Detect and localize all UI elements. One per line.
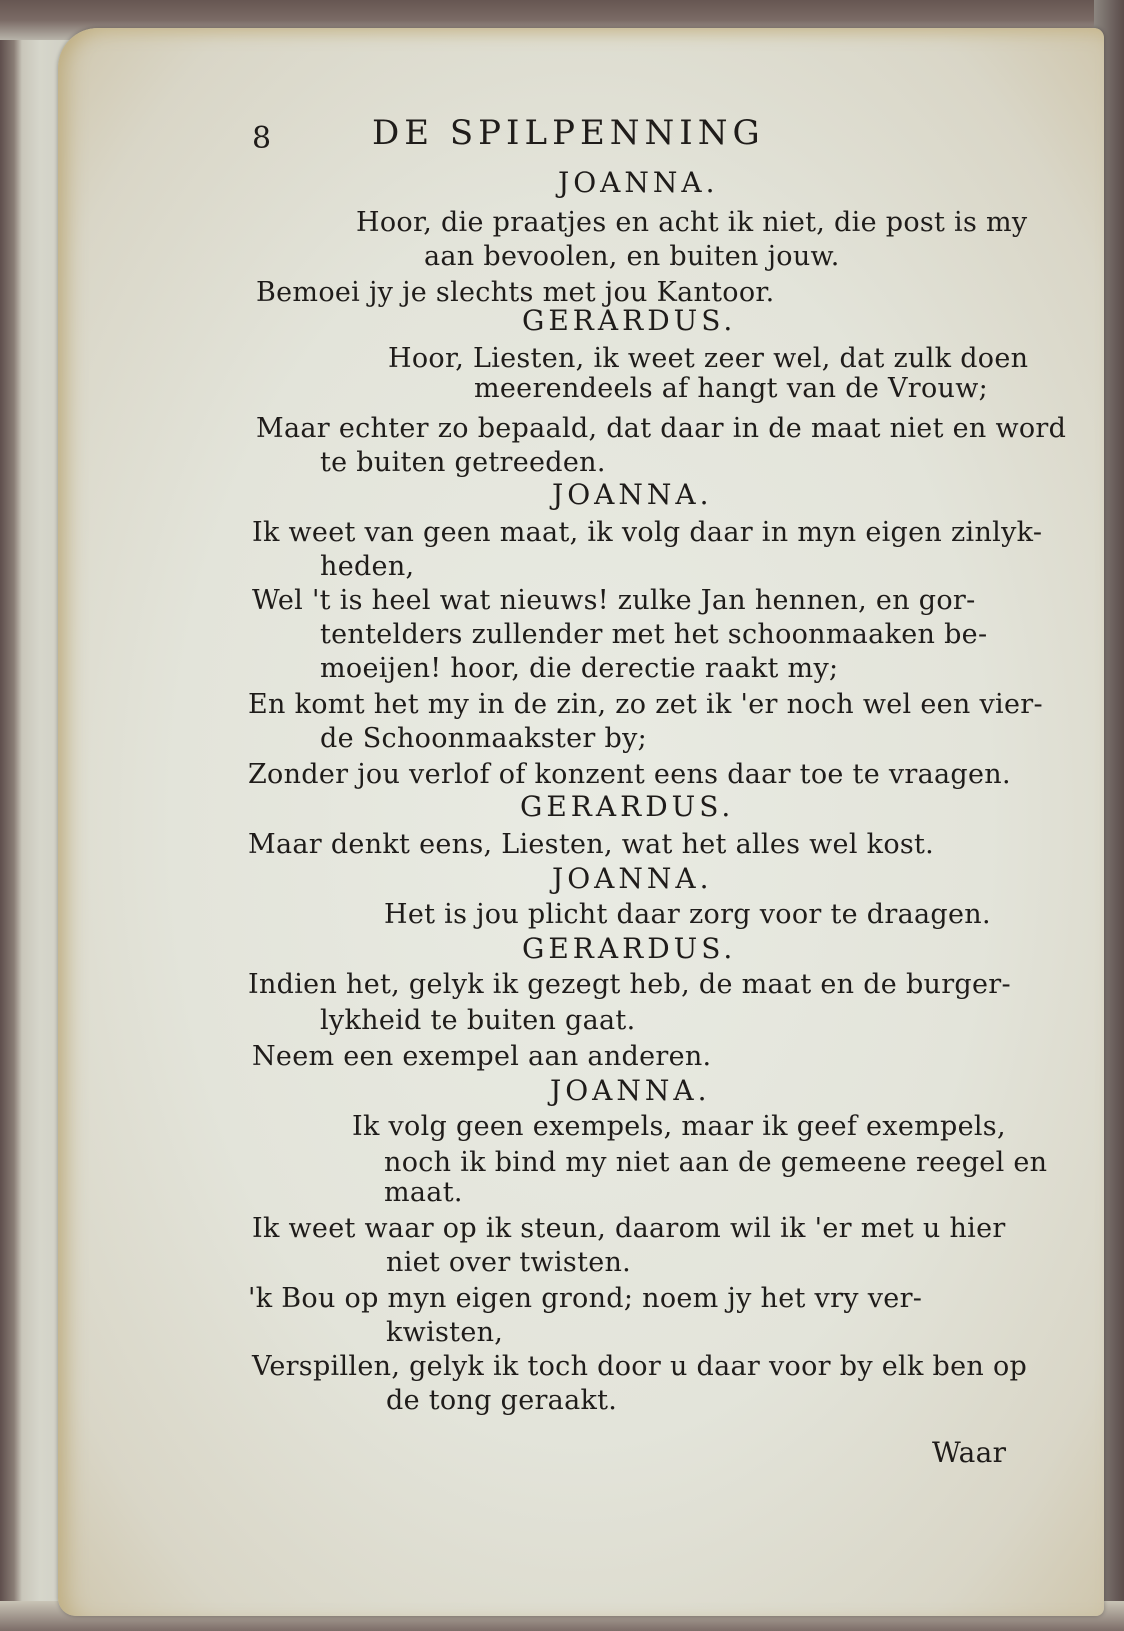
- verse-line: aan bevoolen, en buiten jouw.: [424, 241, 840, 272]
- verse-line: lykheid te buiten gaat.: [320, 1005, 636, 1036]
- verse-line: Bemoei jy je slechts met jou Kantoor.: [256, 277, 775, 308]
- verse-line: niet over twisten.: [386, 1247, 632, 1278]
- verse-line: Maar denkt eens, Liesten, wat het alles wel kost.: [248, 829, 935, 860]
- verse-line: Verspillen, gelyk ik toch door u daar voor by elk ben op: [252, 1351, 1028, 1382]
- speaker-label: GERARDUS.: [520, 790, 735, 823]
- verse-line: kwisten,: [386, 1317, 504, 1348]
- verse-line: Hoor, die praatjes en acht ik niet, die post is my: [356, 207, 1028, 238]
- verse-line: Indien het, gelyk ik gezegt heb, de maat en de burger-: [248, 969, 1011, 1000]
- speaker-label: JOANNA.: [552, 478, 713, 511]
- verse-line: Neem een exempel aan anderen.: [252, 1041, 712, 1072]
- catchword: Waar: [932, 1436, 1007, 1469]
- verse-line: heden,: [320, 551, 415, 582]
- verse-line: meerendeels af hangt van de Vrouw;: [474, 373, 989, 404]
- verse-line: Ik volg geen exempels, maar ik geef exempels,: [352, 1111, 1006, 1142]
- verse-line: Zonder jou verlof of konzent eens daar toe te vraagen.: [248, 759, 1011, 790]
- verse-line: de tong geraakt.: [386, 1385, 618, 1416]
- speaker-label: JOANNA.: [552, 862, 713, 895]
- verse-line: Ik weet van geen maat, ik volg daar in myn eigen zinlyk-: [252, 517, 1043, 548]
- verse-line: Het is jou plicht daar zorg voor te draagen.: [384, 899, 991, 930]
- verse-line: tentelders zullender met het schoonmaaken be-: [320, 619, 988, 650]
- speaker-label: GERARDUS.: [522, 304, 737, 337]
- verse-line: En komt het my in de zin, zo zet ik 'er noch wel een vier-: [248, 689, 1043, 720]
- verse-line: de Schoonmaakster by;: [320, 723, 648, 754]
- verse-line: Maar echter zo bepaald, dat daar in de maat niet en word: [256, 413, 1067, 444]
- verse-line: Ik weet waar op ik steun, daarom wil ik 'er met u hier: [252, 1213, 1006, 1244]
- running-title: DE SPILPENNING: [372, 113, 765, 153]
- verse-line: moeijen! hoor, die derectie raakt my;: [320, 653, 839, 684]
- verse-line: Wel 't is heel wat nieuws! zulke Jan hennen, en gor-: [252, 585, 976, 616]
- speaker-label: JOANNA.: [550, 1074, 711, 1107]
- speaker-label: GERARDUS.: [522, 932, 737, 965]
- speaker-label: JOANNA.: [558, 166, 719, 199]
- verse-line: Hoor, Liesten, ik weet zeer wel, dat zulk doen: [388, 343, 1029, 374]
- page-number: 8: [252, 121, 272, 156]
- verse-line: te buiten getreeden.: [320, 447, 606, 478]
- verse-line: noch ik bind my niet aan de gemeene reegel en: [384, 1147, 1048, 1178]
- verse-line: maat.: [384, 1177, 463, 1208]
- verse-line: 'k Bou op myn eigen grond; noem jy het vry ver-: [248, 1283, 923, 1314]
